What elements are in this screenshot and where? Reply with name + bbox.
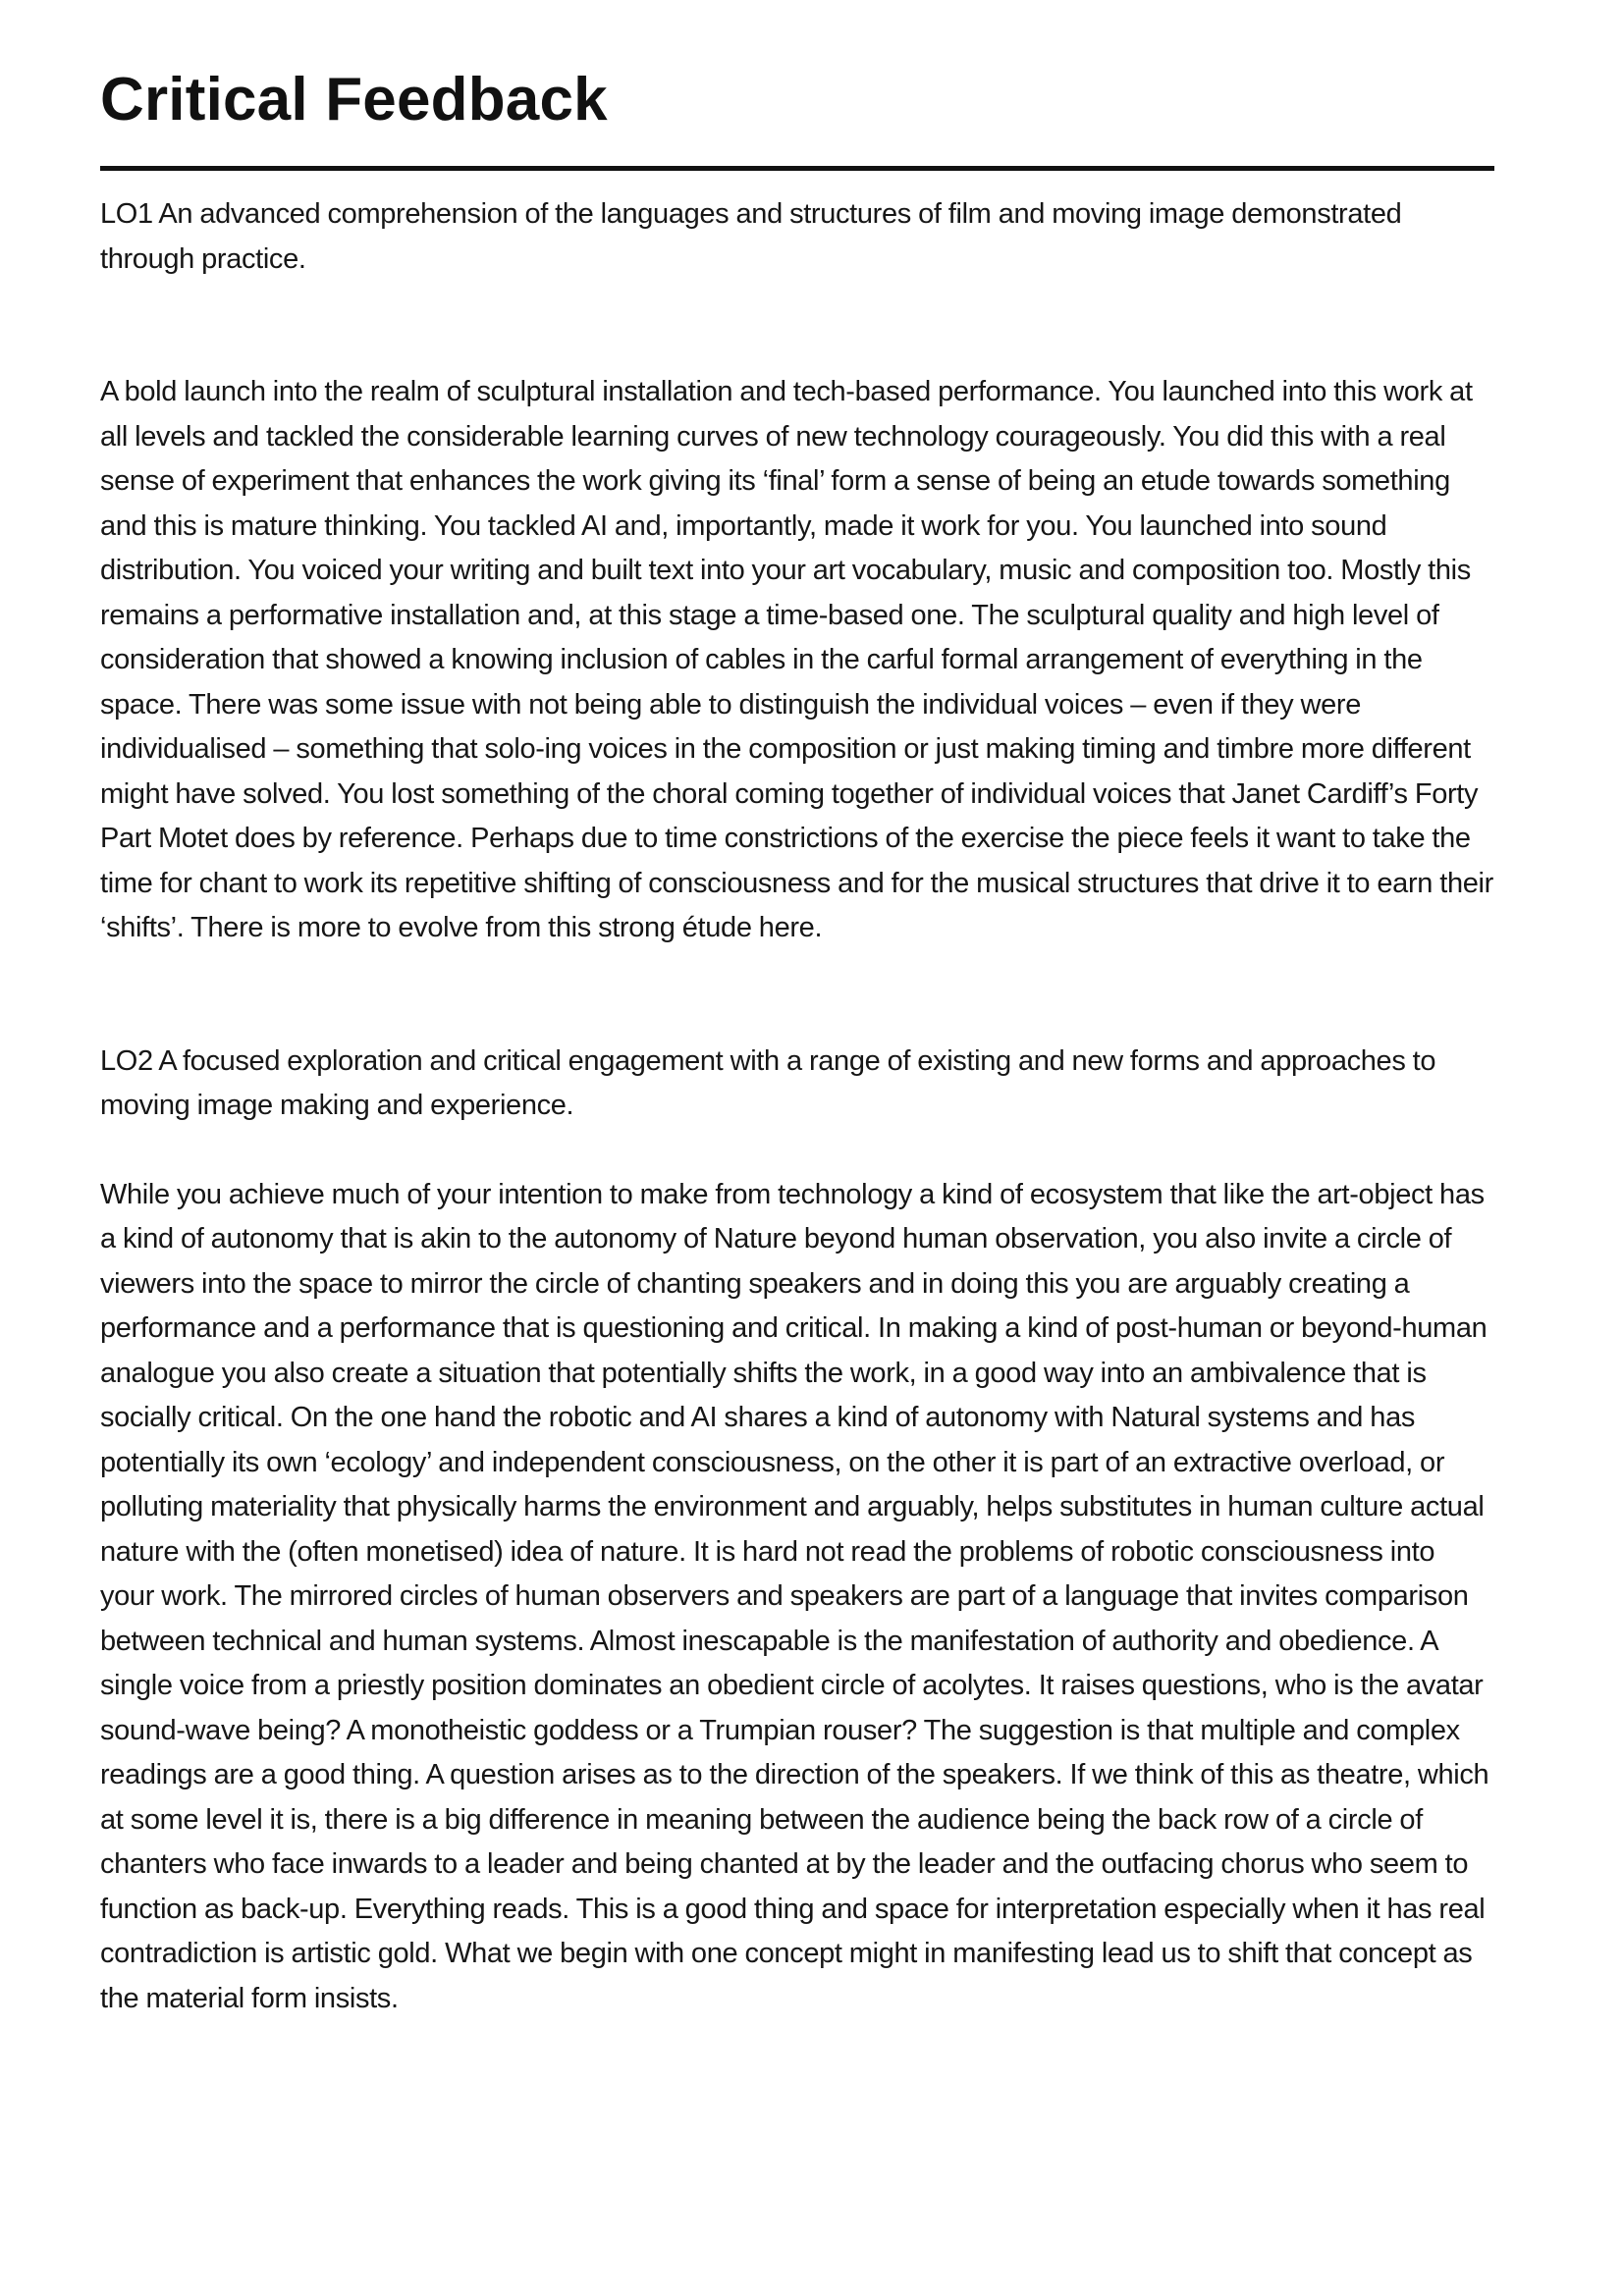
title-divider: [100, 166, 1494, 171]
lo1-heading: LO1 An advanced comprehension of the languages and structures of film and moving image demonstrated through practice.: [100, 198, 1402, 275]
lo2-feedback-paragraph: While you achieve much of your intention to make from technology a kind of ecosystem that like the art-object has a kind of autonomy that is akin to the autonomy of Nature beyond human observation, you also invite a circle of viewers into the space to mirror the circle of chanting speakers and in doing this you are arguably creating a performance and a performance that is questioning and critical. In making a kind of post-human or beyond-human analogue you also create a situation that potentially shifts the work, in a good way into an ambivalence that is socially critical. On the one hand the robotic and AI shares a kind of autonomy with Natural systems and has potentially its own ‘ecology’ and independent consciousness, on the other it is part of an extractive overload, or polluting materiality that physically harms the environment and arguably, helps substitutes in human culture actual nature with the (often monetised) idea of nature. It is hard not read the problems of robotic consciousness into your work. The mirrored circles of human observers and speakers are part of a language that invites comparison between technical and human systems. Almost inescapable is the manifestation of authority and obedience. A single voice from a priestly position dominates an obedient circle of acolytes. It raises questions, who is the avatar sound-wave being? A monotheistic goddess or a Trumpian rouser? The suggestion is that multiple and complex readings are a good thing. A question arises as to the direction of the speakers. If we think of this as theatre, which at some level it is, there is a big difference in meaning between the audience being the back row of a circle of chanters who face inwards to a leader and being chanted at by the leader and the outfacing chorus who seem to function as back-up. Everything reads. This is a good thing and space for interpretation especially when it has real contradiction is artistic gold. What we begin with one concept might in manifesting lead us to shift that concept as the material form insists.: [100, 1178, 1489, 2014]
page-title: Critical Feedback: [100, 66, 608, 133]
document-page: [100, 0, 1494, 2021]
lo1-feedback-paragraph: A bold launch into the realm of sculptural installation and tech-based performance. You launched into this work at all levels and tackled the considerable learning curves of new technology courageously. You did this with a real sense of experiment that enhances the work giving its ‘final’ form a sense of being an etude towards something and this is mature thinking. You tackled AI and, importantly, made it work for you. You launched into sound distribution. You voiced your writing and built text into your art vocabulary, music and composition too. Mostly this remains a performative installation and, at this stage a time-based one. The sculptural quality and high level of consideration that showed a knowing inclusion of cables in the carful formal arrangement of everything in the space. There was some issue with not being able to distinguish the individual voices – even if they were individualised – something that solo-ing voices in the composition or just making timing and timbre more different might have solved. You lost something of the choral coming together of individual voices that Janet Cardiff’s Forty Part Motet does by reference. Perhaps due to time constrictions of the exercise the piece feels it want to take the time for chant to work its repetitive shifting of consciousness and for the musical structures that drive it to earn their ‘shifts’. There is more to evolve from this strong étude here.: [100, 376, 1493, 943]
lo2-heading: LO2 A focused exploration and critical engagement with a range of existing and new forms and approaches to moving image making and experience.: [100, 1044, 1436, 1121]
